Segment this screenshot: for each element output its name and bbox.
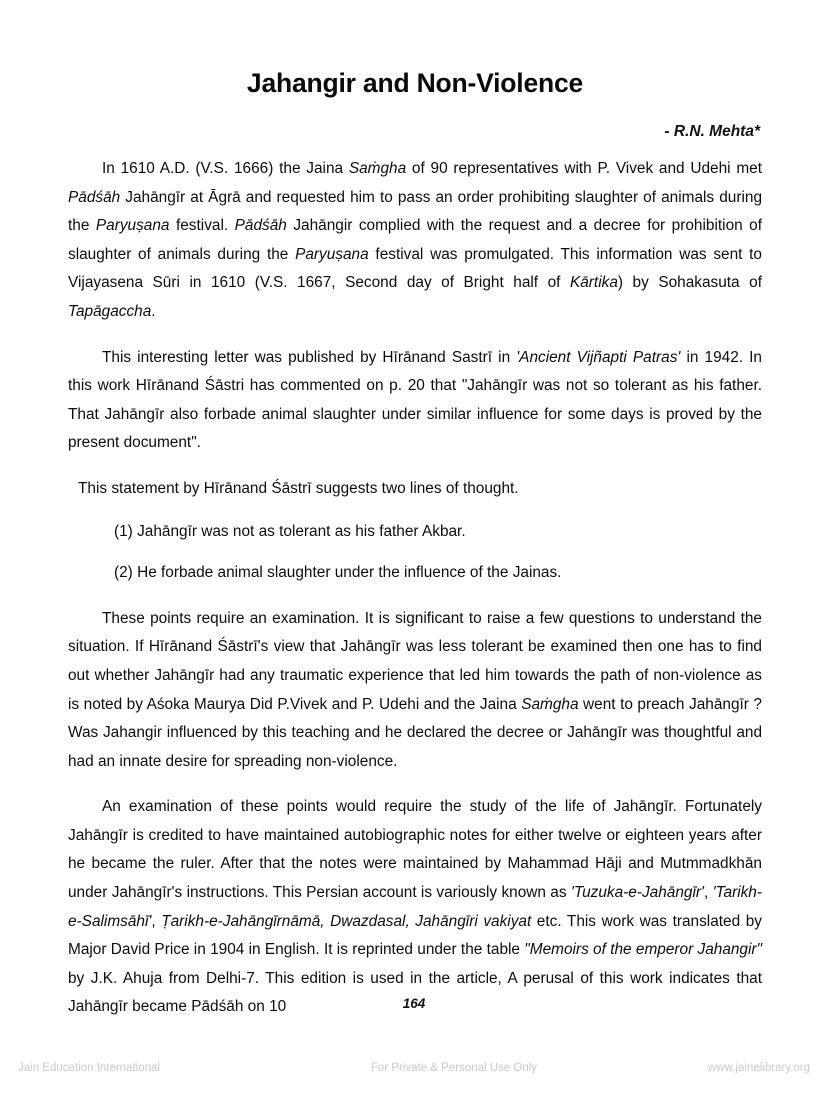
text-run: etc. This work was translated by Major David Price in 1904 in English. It is reprinted under the table	[68, 912, 763, 959]
footer-middle: For Private & Personal Use Only	[370, 1062, 538, 1074]
page-footer	[0, 1062, 828, 1074]
text-run: festival was promulgated. This information was sent to Vijayasena Sūri in 1610 (V.S. 1667, Second day of Bright half of	[68, 245, 762, 292]
paragraph-1	[68, 155, 762, 327]
italic-run: Saṁgha	[521, 695, 579, 713]
text-run: Jahāngīr at Āgrā and requested him to pass an order prohibiting slaughter of animals during the	[68, 188, 762, 235]
paragraph-4	[68, 605, 762, 777]
italic-run: Paryuṣana	[295, 245, 369, 263]
text-run: These points require an examination. It is significant to raise a few questions to understand the situation. If Hīrānand Śāstrī's view that Jahāngīr was less tolerant be examined then one has to find out whether Jahāngīr had any traumatic experience that led him towards the path of non-violence as is noted by Aśoka Maurya Did P.Vivek and P. Udehi and the Jaina	[68, 609, 762, 713]
italic-run: 'Tarikh-e-Salimsāhī'	[68, 884, 762, 930]
page-content	[68, 0, 762, 1022]
author-byline: - R.N. Mehta*	[664, 123, 760, 140]
text-run: ,	[703, 884, 713, 902]
text-run: festival.	[169, 217, 235, 235]
italic-run: Tapāgaccha	[68, 302, 152, 320]
italic-run: Pādśāh	[68, 188, 121, 206]
text-run: went to preach Jahāngīr ? Was Jahangir influenced by this teaching and he declared the decree or Jahāngīr was thoughtful and had an innate desire for spreading non-violence.	[68, 695, 762, 770]
list-item-1: (1) Jahāngīr was not as tolerant as his father Akbar.	[114, 522, 466, 540]
paragraph-3: This statement by Hīrānand Śāstrī suggests two lines of thought.	[78, 479, 519, 497]
italic-run: Paryuṣana	[95, 217, 170, 235]
italic-run: "Memoirs of the emperor Jahangir"	[524, 941, 763, 959]
list-item-2: (2) He forbade animal slaughter under the influence of the Jainas.	[114, 564, 562, 582]
text-run: This interesting letter was published by Hīrānand Sastrī in	[102, 348, 517, 366]
text-run: of 90 representatives with P. Vivek and Udehi met	[406, 160, 762, 177]
text-run: ) by Sohakasuta of	[617, 274, 762, 292]
italic-run: Kārtika	[569, 274, 618, 292]
italic-run: Pādśāh	[234, 217, 287, 235]
italic-run: 'Tuzuka-e-Jahāngīr'	[570, 884, 704, 902]
text-run: Jahāngir complied with the request and a decree for prohibition of slaughter of animals during the	[68, 217, 763, 263]
footer-right: www.jainelibrary.org	[707, 1062, 810, 1074]
footer-left: Jain Education International	[18, 1062, 160, 1074]
paragraph-5	[68, 793, 762, 1022]
page-title: Jahangir and Non-Violence	[246, 68, 584, 98]
page-number: 164	[402, 996, 426, 1011]
text-run: ,	[151, 912, 162, 930]
italic-run: Ṭarikh-e-Jahāngīrnāmā, Dwazdasal, Jahāngīri vakiyat	[161, 912, 532, 930]
italic-run: 'Ancient Vijñapti Patras'	[516, 348, 681, 366]
italic-run: Saṁgha	[348, 160, 407, 177]
paragraph-2	[68, 344, 762, 458]
text-run: by J.K. Ahuja from Delhi-7. This edition is used in the article, A perusal of this work indicates that Jahāngīr became Pādśāh on 10	[68, 969, 762, 1016]
text-run: .	[151, 302, 156, 320]
text-run: In 1610 A.D. (V.S. 1666) the Jaina	[102, 160, 349, 177]
text-run: in 1942. In this work Hīrānand Śāstri has commented on p. 20 that "Jahāngīr was not so tolerant as his father. That Jahāngīr also forbade animal slaughter under similar influence for some days is proved by the present document".	[68, 348, 762, 452]
text-run: An examination of these points would require the study of the life of Jahāngīr. Fortunately Jahāngīr is credited to have maintained autobiographic notes for either twelve or eighteen years after he became the ruler. After that the notes were maintained by Mahammad Hāji and Mutmmadkhān under Jahāngīr's instructions. This Persian account is variously known as	[68, 798, 762, 902]
